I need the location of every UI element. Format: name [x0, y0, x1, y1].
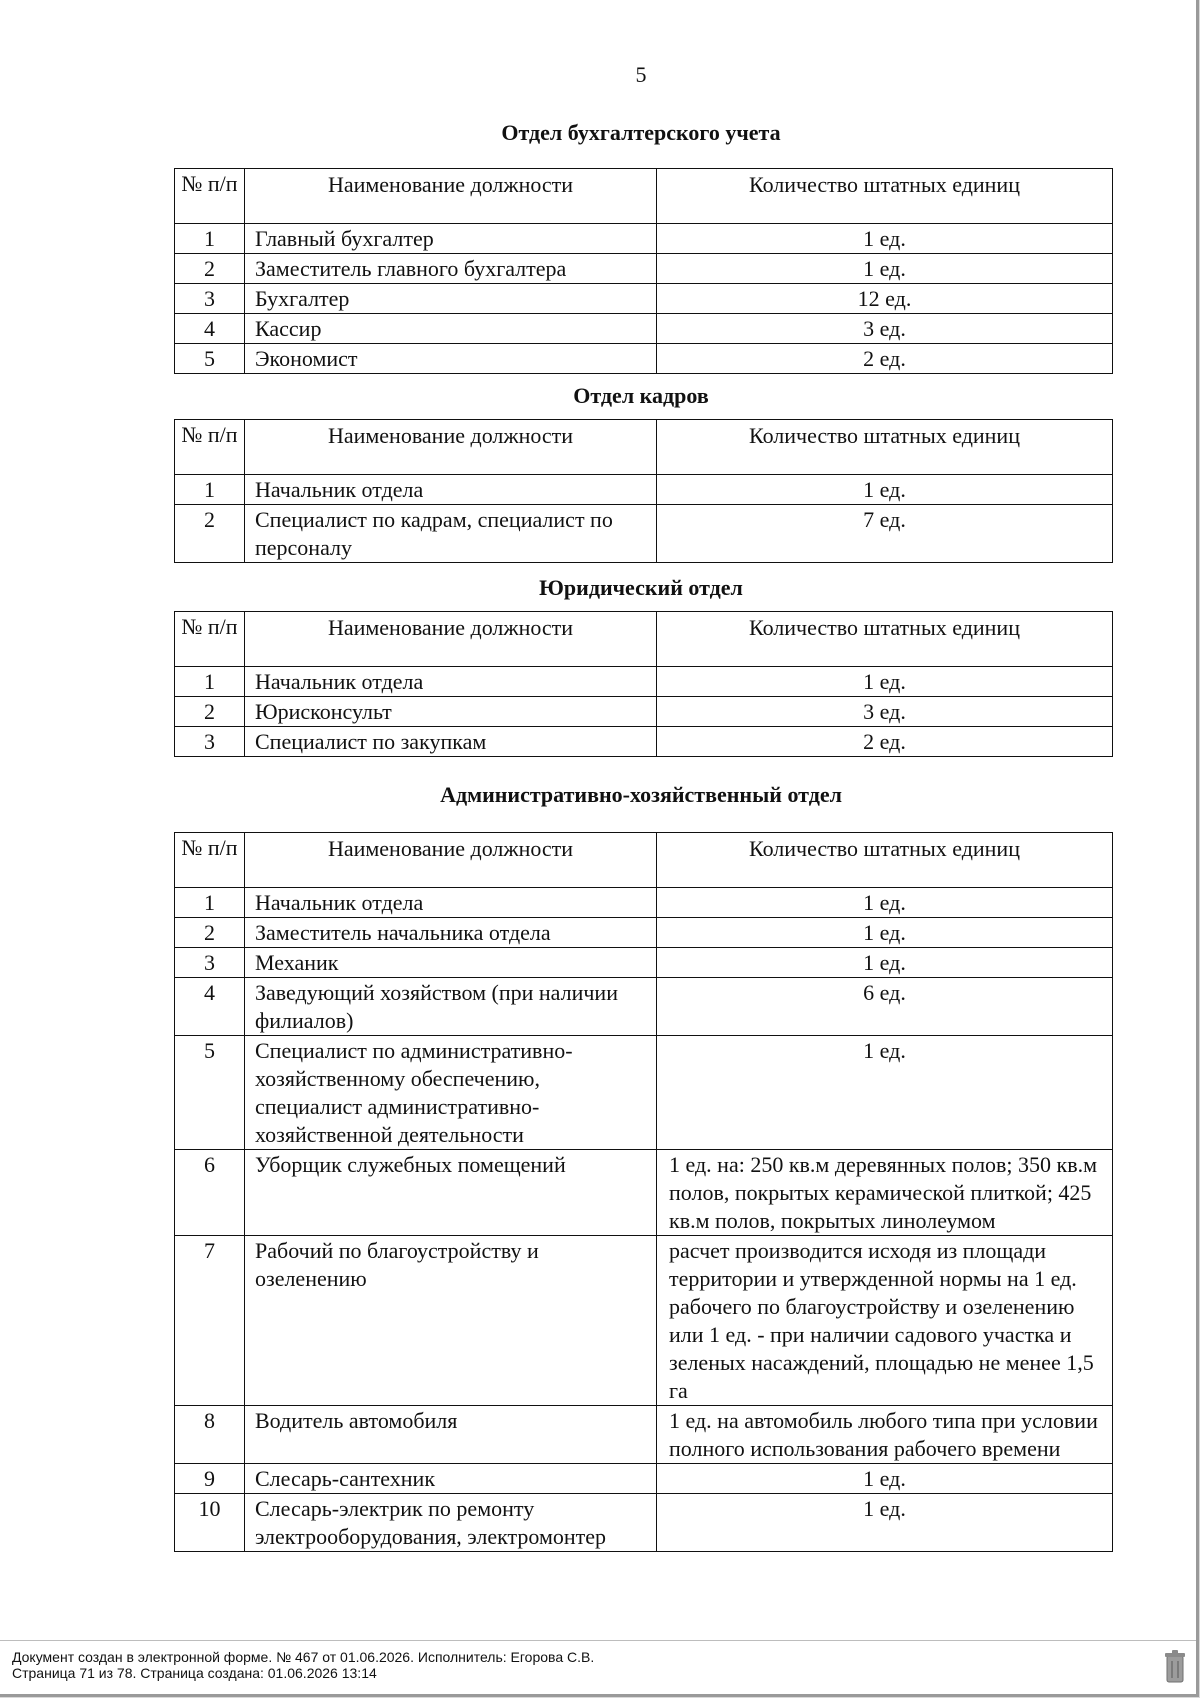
position-name: Юрисконсульт [245, 697, 657, 727]
table-row [175, 505, 1113, 563]
position-name: Водитель автомобиля [245, 1406, 657, 1464]
table-row [175, 918, 1113, 948]
table-row [175, 284, 1113, 314]
header-num: № п/п [175, 612, 245, 667]
row-number: 4 [175, 314, 245, 344]
position-name: Слесарь-сантехник [245, 1464, 657, 1494]
position-name: Главный бухгалтер [245, 224, 657, 254]
staff-count: 1 ед. [657, 667, 1113, 697]
header-num: № п/п [175, 833, 245, 888]
header-name: Наименование должности [245, 169, 657, 224]
section-title-accounting: Отдел бухгалтерского учета [501, 120, 781, 145]
row-number: 2 [175, 505, 245, 563]
staff-count: 1 ед. [657, 888, 1113, 918]
staff-count: 1 ед. на: 250 кв.м деревянных полов; 350 кв.м полов, покрытых керамической плиткой; 425 кв.м полов, покрытых линолеумом [657, 1150, 1113, 1236]
row-number: 3 [175, 948, 245, 978]
page-number: 5 [635, 62, 647, 87]
footer-line-page-info: Страница 71 из 78. Страница создана: 01.06.2026 13:14 [12, 1665, 377, 1681]
staff-count: 1 ед. [657, 1464, 1113, 1494]
section-title-admin: Административно-хозяйственный отдел [440, 782, 842, 807]
staff-count: 12 ед. [657, 284, 1113, 314]
table-row [175, 344, 1113, 374]
table-header-row [175, 420, 1113, 475]
footer-divider [0, 1640, 1196, 1641]
table-row [175, 1494, 1113, 1552]
table-row [175, 1150, 1113, 1236]
position-name: Начальник отдела [245, 888, 657, 918]
header-name: Наименование должности [245, 833, 657, 888]
table-header-row [175, 833, 1113, 888]
table-row [175, 1464, 1113, 1494]
trash-bin-icon[interactable] [1164, 1650, 1186, 1684]
table-row [175, 475, 1113, 505]
staff-count: 1 ед. на автомобиль любого типа при условии полного использования рабочего времени [657, 1406, 1113, 1464]
table-row [175, 697, 1113, 727]
staff-count: 2 ед. [657, 344, 1113, 374]
row-number: 1 [175, 888, 245, 918]
staff-count: расчет производится исходя из площади территории и утвержденной нормы на 1 ед. рабочего по благоустройству и озеленению или 1 ед. - при наличии садового участка и зеленых насаждений, площадью не менее 1,5 га [657, 1236, 1113, 1406]
row-number: 8 [175, 1406, 245, 1464]
row-number: 3 [175, 284, 245, 314]
table-row [175, 224, 1113, 254]
section-title-legal: Юридический отдел [539, 575, 743, 600]
position-name: Механик [245, 948, 657, 978]
staff-count: 1 ед. [657, 224, 1113, 254]
row-number: 7 [175, 1236, 245, 1406]
header-name: Наименование должности [245, 420, 657, 475]
row-number: 5 [175, 344, 245, 374]
position-name: Специалист по административно-хозяйственному обеспечению, специалист административно-хозяйственной деятельности [245, 1036, 657, 1150]
table-row [175, 727, 1113, 757]
staff-count: 1 ед. [657, 948, 1113, 978]
row-number: 4 [175, 978, 245, 1036]
staff-count: 7 ед. [657, 505, 1113, 563]
position-name: Заместитель начальника отдела [245, 918, 657, 948]
header-qty: Количество штатных единиц [657, 169, 1113, 224]
table-admin [174, 832, 1113, 1552]
row-number: 6 [175, 1150, 245, 1236]
table-header-row [175, 612, 1113, 667]
staff-count: 1 ед. [657, 475, 1113, 505]
row-number: 1 [175, 475, 245, 505]
position-name: Кассир [245, 314, 657, 344]
header-num: № п/п [175, 420, 245, 475]
position-name: Начальник отдела [245, 667, 657, 697]
row-number: 2 [175, 697, 245, 727]
staff-count: 1 ед. [657, 1036, 1113, 1150]
row-number: 1 [175, 224, 245, 254]
footer-line-document-info: Документ создан в электронной форме. № 467 от 01.06.2026. Исполнитель: Егорова С.В. [12, 1649, 595, 1665]
position-name: Уборщик служебных помещений [245, 1150, 657, 1236]
table-row [175, 888, 1113, 918]
table-legal [174, 611, 1113, 757]
row-number: 5 [175, 1036, 245, 1150]
table-row [175, 948, 1113, 978]
table-header-row [175, 169, 1113, 224]
position-name: Экономист [245, 344, 657, 374]
row-number: 2 [175, 254, 245, 284]
header-qty: Количество штатных единиц [657, 612, 1113, 667]
document-footer [12, 1649, 594, 1681]
row-number: 9 [175, 1464, 245, 1494]
staff-count: 1 ед. [657, 918, 1113, 948]
position-name: Начальник отдела [245, 475, 657, 505]
table-row [175, 667, 1113, 697]
header-name: Наименование должности [245, 612, 657, 667]
position-name: Бухгалтер [245, 284, 657, 314]
table-row [175, 1236, 1113, 1406]
position-name: Заместитель главного бухгалтера [245, 254, 657, 284]
staff-count: 1 ед. [657, 1494, 1113, 1552]
row-number: 1 [175, 667, 245, 697]
row-number: 2 [175, 918, 245, 948]
table-accounting [174, 168, 1113, 374]
position-name: Специалист по закупкам [245, 727, 657, 757]
table-hr [174, 419, 1113, 563]
table-row [175, 254, 1113, 284]
table-row [175, 1406, 1113, 1464]
staff-count: 3 ед. [657, 697, 1113, 727]
position-name: Рабочий по благоустройству и озеленению [245, 1236, 657, 1406]
header-num: № п/п [175, 169, 245, 224]
position-name: Специалист по кадрам, специалист по персоналу [245, 505, 657, 563]
staff-count: 6 ед. [657, 978, 1113, 1036]
table-row [175, 1036, 1113, 1150]
table-row [175, 314, 1113, 344]
header-qty: Количество штатных единиц [657, 833, 1113, 888]
position-name: Заведующий хозяйством (при наличии филиалов) [245, 978, 657, 1036]
section-title-hr: Отдел кадров [573, 383, 709, 408]
staff-count: 2 ед. [657, 727, 1113, 757]
staff-count: 3 ед. [657, 314, 1113, 344]
row-number: 3 [175, 727, 245, 757]
table-row [175, 978, 1113, 1036]
row-number: 10 [175, 1494, 245, 1552]
staff-count: 1 ед. [657, 254, 1113, 284]
position-name: Слесарь-электрик по ремонту электрооборудования, электромонтер [245, 1494, 657, 1552]
header-qty: Количество штатных единиц [657, 420, 1113, 475]
